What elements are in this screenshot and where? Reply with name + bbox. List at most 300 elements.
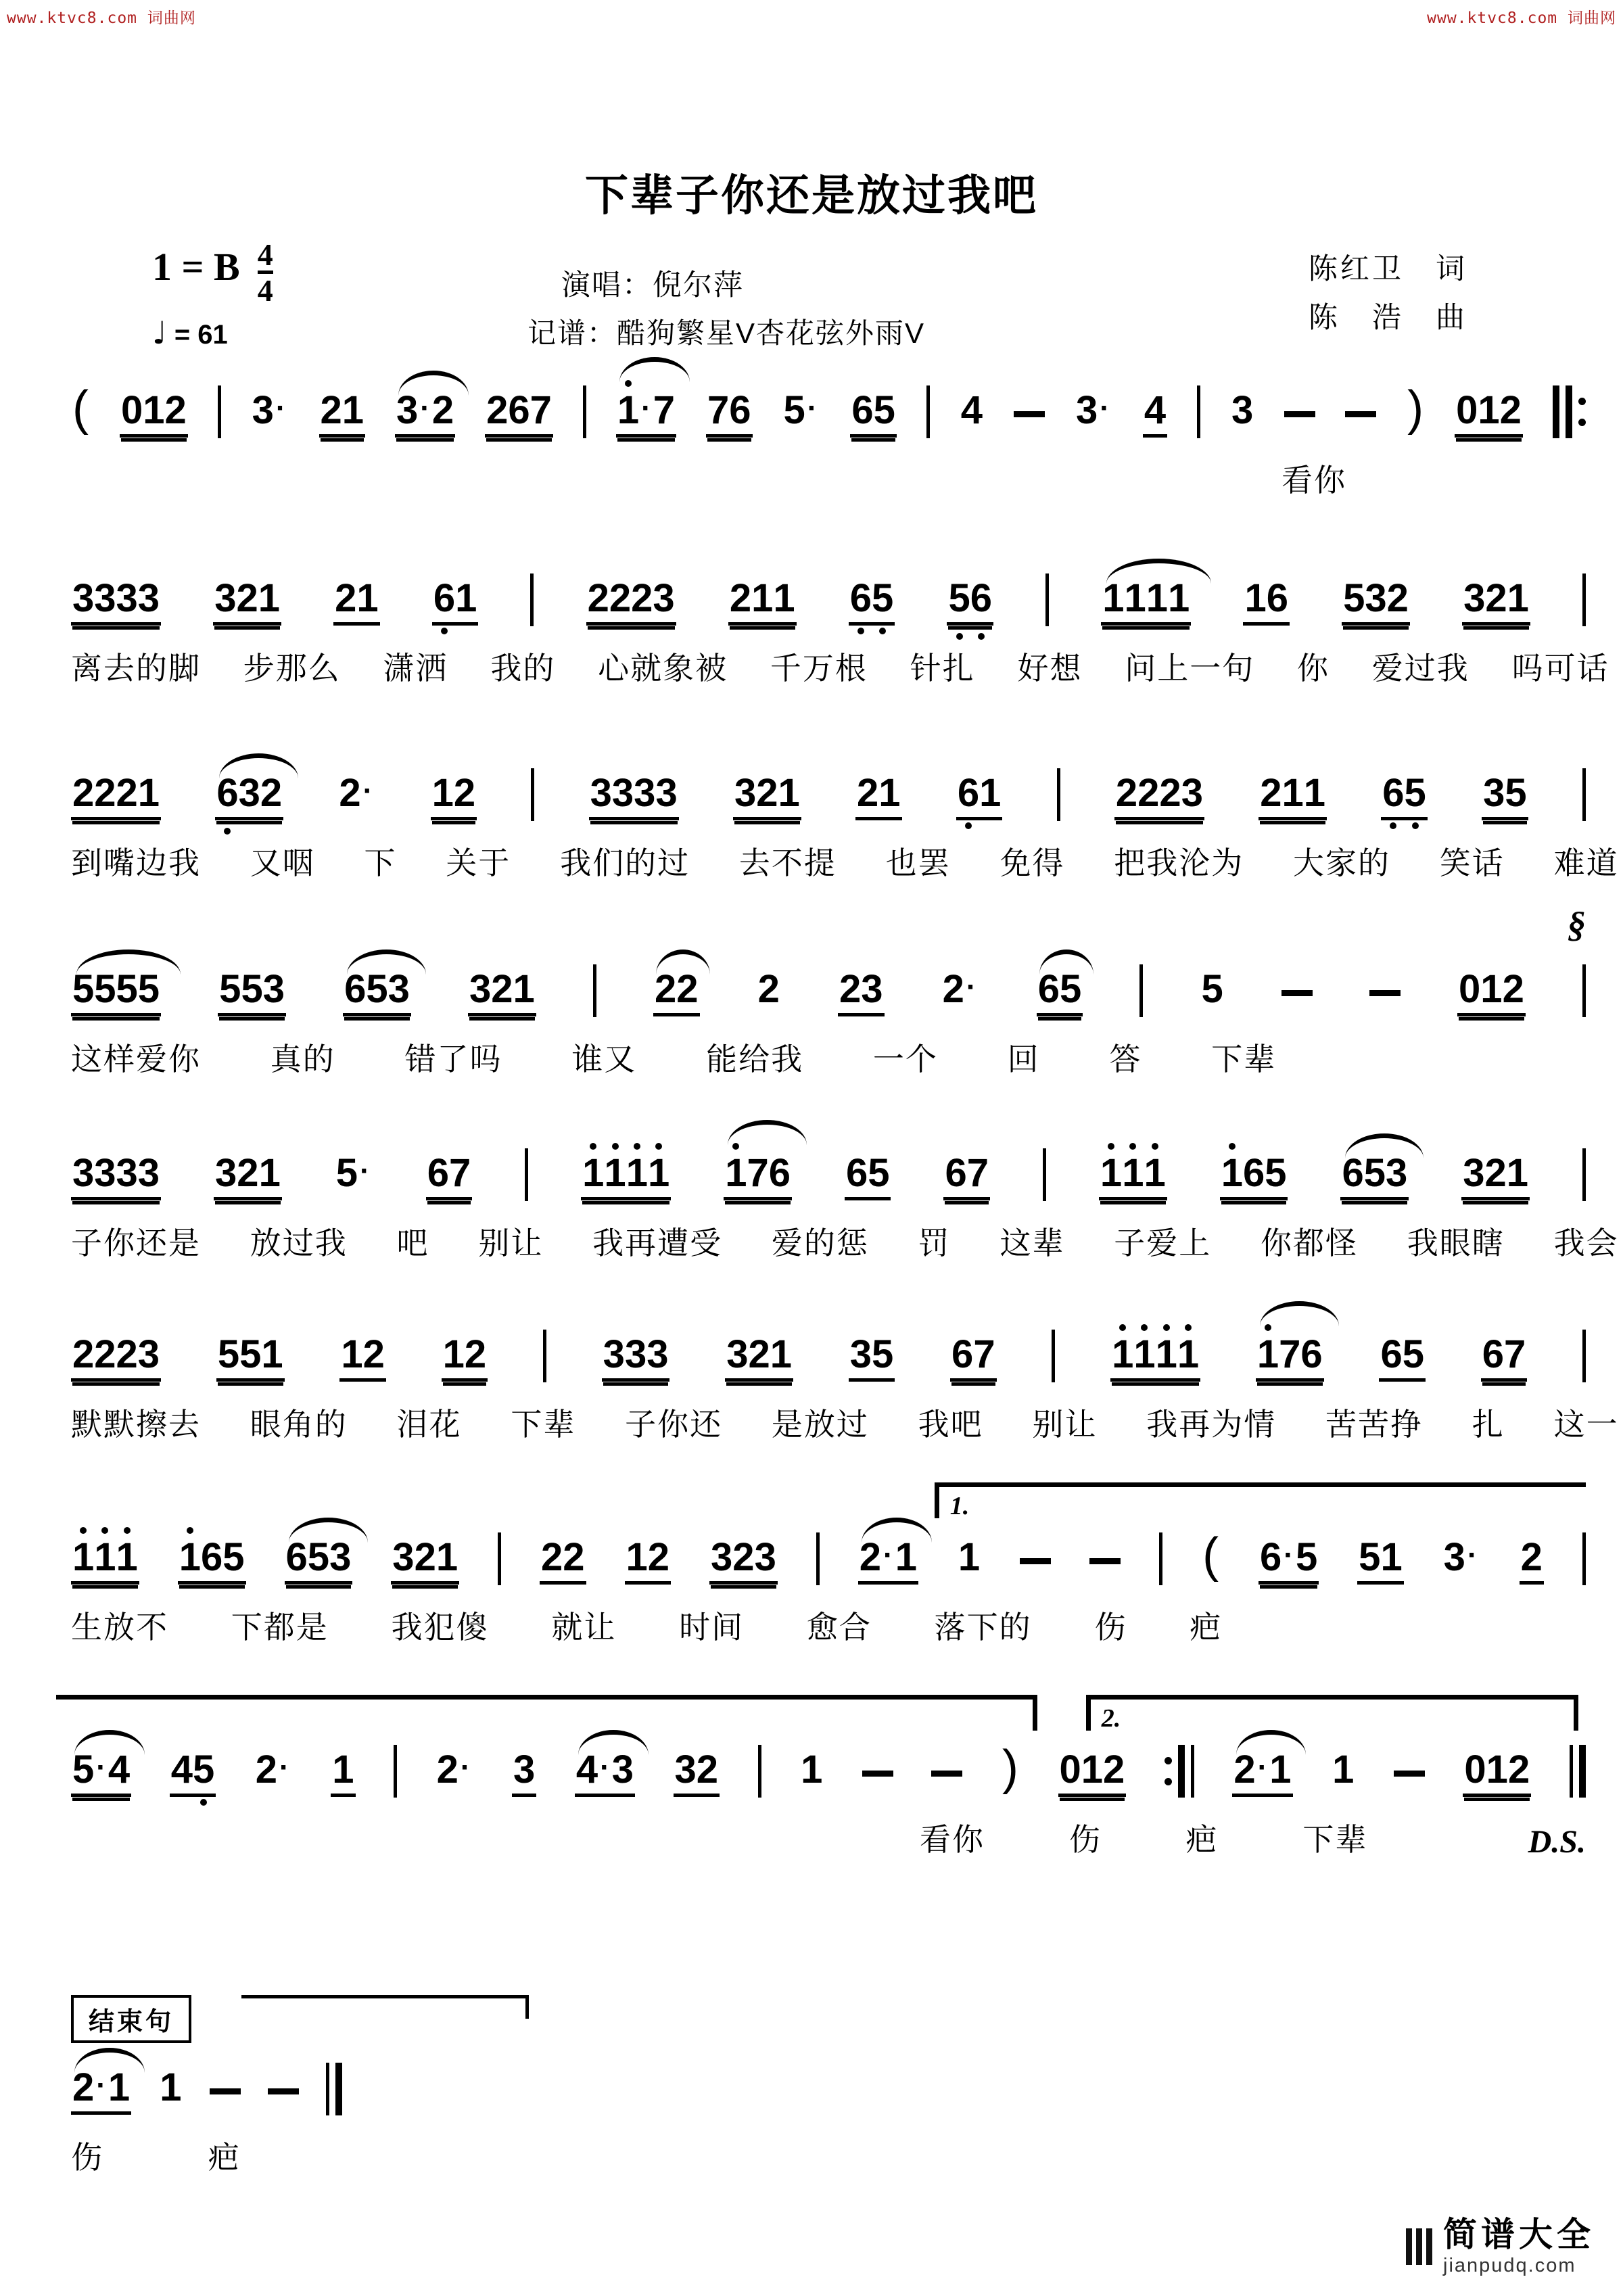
tempo-marking xyxy=(152,314,273,351)
note-digit: 3 xyxy=(653,576,675,620)
note-digit: 1 xyxy=(979,771,1002,815)
lyrics-row: 伤 疤 xyxy=(71,2140,241,2175)
note-digit: · xyxy=(360,1154,370,1188)
barline-stroke xyxy=(1570,1745,1573,1798)
octave-up-dot xyxy=(1119,1324,1126,1331)
slur-arc xyxy=(289,1518,368,1543)
note-digit: 2 xyxy=(1137,771,1160,815)
note-digit: 6 xyxy=(1260,1535,1282,1579)
note-token xyxy=(838,959,885,1016)
note-digit: 6 xyxy=(201,1535,223,1579)
octave-down-dot xyxy=(1390,822,1396,829)
note-digit: 2 xyxy=(748,1332,770,1376)
barline-stroke xyxy=(218,385,221,438)
note-token xyxy=(586,568,676,626)
notation-row xyxy=(71,1527,1586,1585)
octave-up-dot xyxy=(634,1143,640,1150)
note-token xyxy=(485,380,553,438)
note-digit: 2 xyxy=(1103,1748,1125,1791)
music-system-1 xyxy=(71,380,1586,500)
barline xyxy=(1582,1148,1586,1201)
note-digit: 2 xyxy=(655,967,677,1011)
note-token xyxy=(733,763,801,820)
music-system-8 xyxy=(71,1704,1586,1860)
volta-1-label: 1. xyxy=(949,1492,970,1520)
barline xyxy=(816,1532,820,1585)
note-digit: 1 xyxy=(108,2065,131,2109)
note-digit: 1 xyxy=(116,1538,138,1577)
key-signature-block xyxy=(152,237,273,351)
note-digit: 2 xyxy=(1484,1151,1507,1195)
note-digit: 5 xyxy=(193,1750,214,1789)
note-digit: 3 xyxy=(329,1535,352,1579)
slur-arc xyxy=(74,2048,144,2073)
octave-up-dot xyxy=(187,1527,193,1534)
barline xyxy=(1139,964,1143,1017)
note-token xyxy=(71,959,161,1016)
octave-down-dot xyxy=(956,633,963,640)
barline-stroke xyxy=(1045,573,1049,626)
slur-arc xyxy=(1236,1730,1306,1755)
note-digit: 1 xyxy=(1133,1335,1155,1374)
note-digit: · xyxy=(1257,1751,1268,1784)
barcode-icon xyxy=(1406,2228,1432,2265)
note-token xyxy=(1256,1324,1324,1382)
repeat-barline xyxy=(326,2063,342,2115)
note-digit: 3 xyxy=(137,576,160,620)
note-token xyxy=(653,959,700,1016)
slur-arc xyxy=(347,950,426,975)
ending-phrase-line xyxy=(241,1995,529,2019)
note-digit: 2 xyxy=(255,1748,278,1791)
note-digit: 5 xyxy=(219,967,241,1011)
note-digit: 0 xyxy=(1456,388,1478,432)
slur-arc xyxy=(619,357,689,382)
note-digit: 2 xyxy=(1502,967,1524,1011)
note-token xyxy=(1114,763,1204,820)
slur-arc xyxy=(578,1730,648,1755)
note-digit: 2 xyxy=(587,576,609,620)
barline-stroke xyxy=(1159,1532,1162,1585)
barline xyxy=(1197,385,1200,438)
note-digit: 3 xyxy=(387,967,410,1011)
note-digit: 3 xyxy=(513,1748,536,1791)
note-digit: 3 xyxy=(849,1332,872,1376)
music-system-7 xyxy=(71,1492,1586,1647)
lyrics-row: 这样爱你 真的 错了吗 谁又 能给我 一个 回 答 下辈 xyxy=(71,1041,1277,1077)
repeat-dots xyxy=(1578,385,1586,438)
note-digit: 3 xyxy=(674,1748,697,1791)
note-digit: 6 xyxy=(433,579,455,618)
note-digit: 7 xyxy=(653,388,676,432)
repeat-dot xyxy=(1165,1778,1172,1785)
note-token xyxy=(855,763,902,820)
notation-row xyxy=(71,2057,463,2115)
slur-arc xyxy=(1039,950,1093,975)
note-digit: 1 xyxy=(513,967,535,1011)
note-digit: 3 xyxy=(1443,1535,1465,1579)
note-digit: 5 xyxy=(335,1151,358,1195)
note-digit: 3 xyxy=(603,1332,625,1376)
note-digit: 2 xyxy=(339,771,361,815)
note-digit: 2 xyxy=(1233,1748,1256,1791)
barline-stroke xyxy=(543,1330,546,1382)
note-digit: 2 xyxy=(1159,771,1181,815)
note-digit: 3 xyxy=(754,1535,776,1579)
barline-stroke xyxy=(1579,1745,1586,1798)
parenthesis: ( xyxy=(72,381,89,436)
note-digit: 2 xyxy=(1499,388,1522,432)
note-digit: 1 xyxy=(1221,1154,1243,1193)
note-digit: 3 xyxy=(137,1151,160,1195)
note-digit: 5 xyxy=(868,1151,890,1195)
note-digit: 6 xyxy=(427,1151,449,1195)
note-token xyxy=(1243,568,1290,626)
note-token xyxy=(285,1527,353,1585)
note-token xyxy=(71,763,161,820)
octave-down-dot xyxy=(965,822,972,829)
note-digit: 0 xyxy=(1459,967,1481,1011)
note-digit: 7 xyxy=(530,388,552,432)
note-token xyxy=(1357,1527,1404,1585)
barline-stroke xyxy=(1582,1148,1586,1201)
octave-up-dot xyxy=(1185,1324,1192,1331)
note-digit: 6 xyxy=(1300,1332,1323,1376)
note-digit: 2 xyxy=(414,1535,436,1579)
barline xyxy=(1045,573,1049,626)
note-digit: 3 xyxy=(726,1332,749,1376)
note-digit: 6 xyxy=(850,579,872,618)
note-token xyxy=(947,568,993,626)
notation-row xyxy=(71,1739,1586,1798)
note-digit: 5 xyxy=(1359,1535,1381,1579)
octave-up-dot xyxy=(1229,1143,1236,1150)
octave-up-dot xyxy=(124,1527,131,1534)
barline-stroke xyxy=(1139,964,1143,1017)
note-digit: 6 xyxy=(1037,967,1060,1011)
note-token xyxy=(1075,380,1113,434)
note-digit: 3 xyxy=(1181,771,1203,815)
octave-down-dot xyxy=(1412,822,1419,829)
note-token xyxy=(337,763,376,817)
note-digit: 2 xyxy=(436,1748,458,1791)
note-token xyxy=(1481,1324,1528,1382)
note-digit: 1 xyxy=(626,1154,648,1193)
note-digit: 2 xyxy=(486,388,509,432)
segno-icon: § xyxy=(1568,904,1586,945)
note-digit: 5 xyxy=(1363,1151,1386,1195)
note-digit: 3 xyxy=(72,1151,95,1195)
note-digit: 1 xyxy=(1100,1154,1122,1193)
barline xyxy=(1582,573,1586,626)
slur-arc xyxy=(76,950,181,975)
barline xyxy=(498,1532,501,1585)
volta-bracket-1 xyxy=(935,1482,1586,1518)
note-token xyxy=(319,380,366,438)
note-digit: · xyxy=(641,392,651,425)
sustain-dash xyxy=(1394,1771,1425,1777)
note-token xyxy=(71,1143,161,1200)
music-system-3 xyxy=(71,763,1619,883)
note-digit: 1 xyxy=(725,1154,747,1193)
note-digit: 1 xyxy=(1244,576,1267,620)
note-digit: 1 xyxy=(258,1151,281,1195)
note-digit: 3 xyxy=(238,771,260,815)
note-digit: · xyxy=(460,1751,471,1784)
octave-down-dot xyxy=(857,628,864,634)
note-digit: · xyxy=(362,774,373,807)
note-digit: 3 xyxy=(116,576,138,620)
note-digit: 7 xyxy=(707,388,730,432)
note-digit: 2 xyxy=(942,967,964,1011)
note-token xyxy=(941,959,980,1013)
barline-stroke xyxy=(1043,1148,1046,1201)
barline-stroke xyxy=(1582,573,1586,626)
note-digit: 2 xyxy=(1386,576,1409,620)
note-digit: 6 xyxy=(958,774,979,813)
octave-down-dot xyxy=(224,828,231,835)
note-digit: 5 xyxy=(1059,967,1082,1011)
note-token xyxy=(602,1324,670,1382)
note-digit: · xyxy=(807,392,818,425)
note-digit: 1 xyxy=(261,1332,283,1376)
singer-credit: 演唱：倪尔萍 xyxy=(561,269,744,302)
octave-up-dot xyxy=(101,1527,108,1534)
note-token xyxy=(333,568,380,626)
sustain-dash xyxy=(1369,990,1401,996)
barline xyxy=(1582,768,1586,821)
note-digit: 1 xyxy=(1269,1748,1292,1791)
note-digit: 1 xyxy=(356,576,379,620)
barline-stroke xyxy=(1582,1330,1586,1382)
barline-stroke xyxy=(1582,1532,1586,1585)
note-digit: 1 xyxy=(1124,576,1146,620)
note-token xyxy=(850,380,897,438)
note-token xyxy=(178,1527,246,1585)
note-digit: 6 xyxy=(285,1535,308,1579)
sustain-dash xyxy=(1284,411,1315,417)
note-token xyxy=(71,568,161,626)
note-digit: 1 xyxy=(604,1154,626,1193)
note-digit: 5 xyxy=(72,967,95,1011)
note-digit: 3 xyxy=(116,1151,138,1195)
note-digit: 2 xyxy=(362,1332,385,1376)
note-digit: 1 xyxy=(1144,1154,1165,1193)
barline-stroke xyxy=(1582,964,1586,1017)
note-token xyxy=(1143,380,1167,438)
note-digit: 1 xyxy=(1177,1335,1199,1374)
note-digit: 3 xyxy=(711,1535,733,1579)
note-token xyxy=(1482,763,1528,820)
note-digit: 6 xyxy=(768,1151,791,1195)
lyrics-row: 离去的脚 步那么 潇洒 我的 心就象被 千万根 针扎 好想 问上一句 你 爱过我 吗可话 xyxy=(71,651,1609,686)
note-token xyxy=(540,1527,586,1585)
note-digit: 1 xyxy=(1168,576,1190,620)
note-digit: 6 xyxy=(344,967,367,1011)
note-token xyxy=(1462,568,1530,626)
note-token xyxy=(674,1739,720,1797)
note-digit: 3 xyxy=(94,576,116,620)
note-token xyxy=(950,1324,997,1382)
time-signature-bottom: 4 xyxy=(258,271,273,306)
slur-arc xyxy=(656,950,710,975)
note-digit: 3 xyxy=(396,388,419,432)
note-token xyxy=(1381,763,1428,820)
note-digit: 1 xyxy=(258,576,280,620)
lyrics-row: 看你 xyxy=(1281,463,1346,498)
note-digit: 1 xyxy=(1156,1335,1177,1374)
note-digit: 6 xyxy=(945,1151,967,1195)
note-digit: 0 xyxy=(1464,1748,1486,1791)
note-digit: 3 xyxy=(94,1151,116,1195)
barline-stroke xyxy=(926,385,930,438)
time-signature xyxy=(258,239,273,306)
note-token xyxy=(1101,568,1191,626)
note-digit: 2 xyxy=(1507,1748,1530,1791)
barline-stroke xyxy=(1582,768,1586,821)
sustain-dash xyxy=(1345,411,1376,417)
note-digit: 3 xyxy=(611,1748,634,1791)
note-digit: 2 xyxy=(729,576,752,620)
brand-name: 简谱大全 xyxy=(1443,2216,1595,2254)
note-digit: 3 xyxy=(624,1332,647,1376)
note-digit: 3 xyxy=(1483,771,1505,815)
note-digit: 1 xyxy=(160,2065,182,2109)
note-token xyxy=(432,568,479,626)
note-token xyxy=(1220,1143,1288,1200)
octave-up-dot xyxy=(1152,1143,1158,1150)
note-digit: 2 xyxy=(94,1332,116,1376)
note-digit: · xyxy=(279,1751,289,1784)
parenthesis: ) xyxy=(1407,381,1424,436)
composer-credit: 陈 浩 曲 xyxy=(1309,302,1467,334)
note-digit: 5 xyxy=(366,967,388,1011)
note-token xyxy=(120,380,188,438)
note-digit: 5 xyxy=(1201,967,1223,1011)
note-token xyxy=(581,1143,671,1200)
note-token xyxy=(442,1324,488,1382)
note-digit: 2 xyxy=(116,1332,138,1376)
note-token xyxy=(215,763,283,820)
note-token xyxy=(512,1739,536,1797)
note-digit: · xyxy=(275,392,286,425)
barline xyxy=(1582,964,1586,1017)
barline-stroke xyxy=(583,385,586,438)
lyrics-row: 子你还是 放过我 吧 别让 我再遭受 爱的惩 罚 这辈 子爱上 你都怪 我眼瞎 我会 xyxy=(71,1225,1619,1261)
note-token xyxy=(1331,1739,1355,1794)
slur-arc xyxy=(862,1518,931,1543)
note-digit: 2 xyxy=(164,388,187,432)
note-digit: 5 xyxy=(872,579,893,618)
sustain-dash xyxy=(1089,1558,1121,1564)
note-token xyxy=(956,763,1003,820)
note-digit: 5 xyxy=(1402,1332,1424,1376)
barline xyxy=(926,385,930,438)
note-token xyxy=(395,380,455,438)
sustain-dash xyxy=(1020,1558,1051,1564)
octave-up-dot xyxy=(590,1143,596,1150)
note-digit: 3 xyxy=(1075,388,1098,432)
volta-bracket-1-continuation xyxy=(56,1695,1038,1731)
barline xyxy=(525,1148,528,1201)
note-token xyxy=(845,1143,891,1200)
note-digit: 1 xyxy=(958,1535,981,1579)
time-signature-top: 4 xyxy=(257,237,273,272)
barline-stroke xyxy=(326,2063,329,2115)
barline-stroke xyxy=(1197,385,1200,438)
barline-stroke xyxy=(816,1532,820,1585)
note-digit: 5 xyxy=(241,967,263,1011)
parenthesis: ) xyxy=(1002,1741,1018,1795)
note-digit: 4 xyxy=(960,388,983,432)
note-digit: 3 xyxy=(469,967,492,1011)
barline-stroke xyxy=(1052,1330,1055,1382)
note-digit: 3 xyxy=(655,771,678,815)
slur-arc xyxy=(1106,559,1210,584)
brand-text-block xyxy=(1443,2216,1595,2277)
note-digit: 2 xyxy=(859,1535,882,1579)
note-digit: 7 xyxy=(973,1332,995,1376)
note-token xyxy=(1259,1527,1319,1585)
note-digit: 6 xyxy=(1266,576,1288,620)
music-system-4 xyxy=(71,904,1586,1079)
note-token xyxy=(757,959,781,1013)
note-digit: 6 xyxy=(1482,1332,1504,1376)
note-token xyxy=(71,2057,131,2115)
note-digit: 5 xyxy=(948,579,970,618)
barline-stroke xyxy=(1178,1745,1185,1798)
note-digit: 1 xyxy=(442,1332,465,1376)
note-digit: 1 xyxy=(342,388,364,432)
note-token xyxy=(782,380,820,434)
note-digit: · xyxy=(966,970,977,1004)
note-token xyxy=(170,1739,216,1797)
note-digit: 1 xyxy=(1146,576,1169,620)
note-token xyxy=(706,380,753,438)
note-digit: 1 xyxy=(582,1154,604,1193)
note-digit: · xyxy=(96,2069,106,2102)
note-digit: 6 xyxy=(729,388,751,432)
notation-row xyxy=(71,1324,1586,1382)
note-token xyxy=(251,380,289,434)
note-digit: 1 xyxy=(617,391,639,430)
note-digit: 3 xyxy=(1463,1151,1485,1195)
note-digit: · xyxy=(420,392,430,425)
music-system-ending xyxy=(71,2008,463,2178)
note-token xyxy=(1037,959,1083,1016)
note-digit: 2 xyxy=(464,1332,487,1376)
note-digit: 7 xyxy=(1503,1332,1526,1376)
note-token xyxy=(426,1143,473,1200)
note-digit: 3 xyxy=(646,1332,669,1376)
note-digit: 3 xyxy=(861,967,883,1011)
note-token xyxy=(1520,1527,1544,1585)
barline xyxy=(1159,1532,1162,1585)
note-digit: 1 xyxy=(1507,576,1529,620)
note-token xyxy=(71,1527,139,1585)
note-digit: 6 xyxy=(1380,1332,1403,1376)
note-digit: 7 xyxy=(747,1151,769,1195)
note-token xyxy=(849,1324,895,1382)
key-signature: 1 = B xyxy=(152,244,240,289)
note-token xyxy=(468,959,536,1016)
barline-stroke xyxy=(758,1745,761,1798)
note-token xyxy=(1461,1143,1530,1200)
note-digit: 2 xyxy=(647,1535,670,1579)
watermark-top-right: www.ktvc8.com 词曲网 xyxy=(1427,9,1616,27)
note-digit: 3 xyxy=(214,576,237,620)
note-digit: 3 xyxy=(252,388,274,432)
